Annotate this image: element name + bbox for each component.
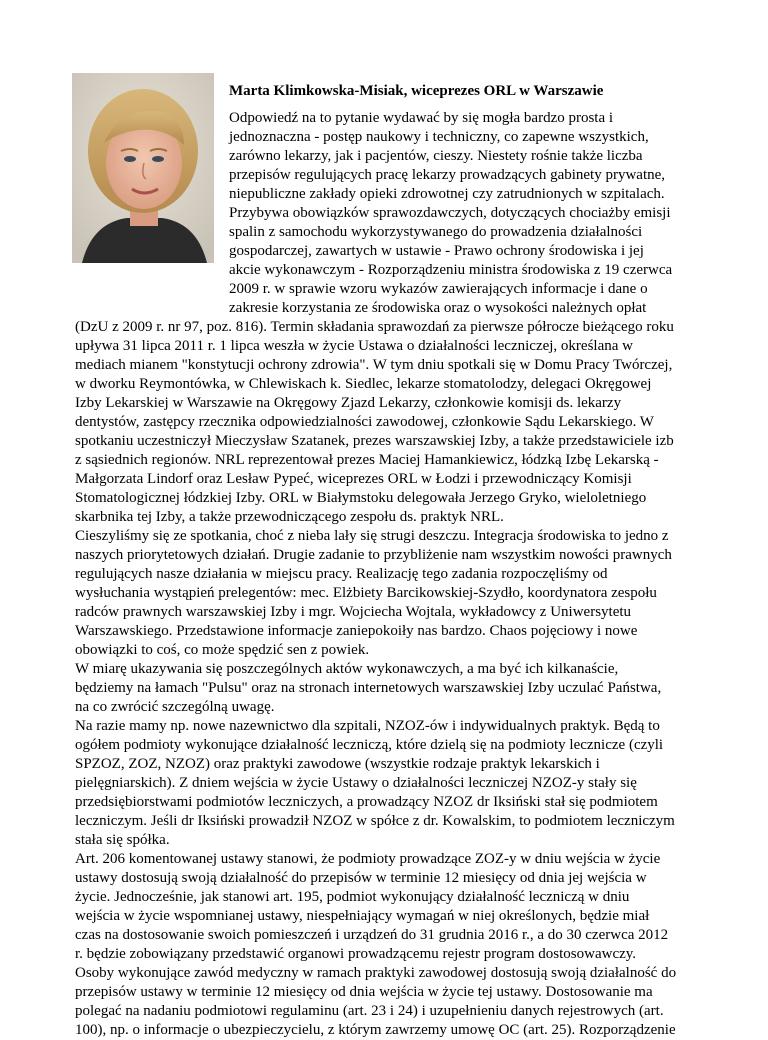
body-line: spalin z samochodu wykorzystywanego do prowadzenia działalności <box>229 224 643 240</box>
body-line: 2009 r. w sprawie wzoru wykazów zawierających informacje i dane o <box>229 281 648 297</box>
body-line: (DzU z 2009 r. nr 97, poz. 816). Termin składania sprawozdań za pierwsze półrocze bieżącego roku <box>75 319 674 335</box>
body-line: zarówno lekarzy, jak i pacjentów, cieszy. Niestety rośnie także liczba <box>229 148 643 164</box>
body-line: gospodarczej, zawartych w ustawie - Prawo ochrony środowiska i jej <box>229 243 644 259</box>
body-line: upływa 31 lipca 2011 r. 1 lipca weszła w życie Ustawa o działalności leczniczej, określana w <box>75 338 633 354</box>
body-line: przepisów ustawy w terminie 12 miesięcy od dnia wejścia w życie tej ustawy. Dostosowanie ma <box>75 984 653 1000</box>
body-line: Art. 206 komentowanej ustawy stanowi, że podmioty prowadzące ZOZ-y w dniu wejścia w życie <box>75 851 661 867</box>
body-line: na co zwrócić szczególną uwagę. <box>75 699 275 715</box>
body-line: regulujących nasze działania w miejscu pracy. Realizację tego zadania rozpoczęliśmy od <box>75 566 608 582</box>
body-line: przepisów regulujących pracę lekarzy prowadzących gabinety prywatne, <box>229 167 666 183</box>
body-line: wejścia w życie wspomnianej ustawy, niespełniający wymagań w niej określonych, będzie miał <box>75 908 650 924</box>
body-line: mediach mianem "konstytucji ochrony zdrowia". W tym dniu spotkali się w Domu Pracy Twórczej, <box>75 357 673 373</box>
body-line: Stomatologicznej łódzkiej Izby. ORL w Białymstoku delegowała Jerzego Gryko, wieloletniego <box>75 490 647 506</box>
body-line: stała się spółka. <box>75 832 170 848</box>
portrait-image <box>72 73 214 263</box>
body-line: dentystów, zastępcy rzecznika odpowiedzialności zawodowej, członkowie Sądu Lekarskiego. W <box>75 414 654 430</box>
body-line: z sąsiednich regionów. NRL reprezentował prezes Maciej Hamankiewicz, łódzką Izbę Lekarską - <box>75 452 659 468</box>
body-line: ogółem podmioty wykonujące działalność leczniczą, które dzielą się na podmioty lecznicze (czyli <box>75 737 664 753</box>
body-line: Odpowiedź na to pytanie wydawać by się mogła bardzo prosta i <box>229 110 614 126</box>
body-line: Cieszyliśmy się ze spotkania, choć z nieba lały się strugi deszczu. Integracja środowiska to jedno z <box>75 528 669 544</box>
body-line: ustawy dostosują swoją działalność do przepisów w terminie 12 miesięcy od dnia jej wejścia w <box>75 870 647 886</box>
body-line: będziemy na łamach "Pulsu" oraz na stronach internetowych warszawskiej Izby uczulać Państwa, <box>75 680 662 696</box>
body-line: Przybywa obowiązków sprawozdawczych, dotyczących chociażby emisji <box>229 205 671 221</box>
body-line: r. będzie zobowiązany przedstawić organowi prowadzącemu rejestr program dostosowawczy. <box>75 946 637 962</box>
body-line: skarbnika tej Izby, a także przewodniczącego zespołu ds. praktyk NRL. <box>75 509 504 525</box>
article-title: Marta Klimkowska-Misiak, wiceprezes ORL w Warszawie <box>229 83 604 99</box>
body-line: w dworku Reymontówka, w Chlewiskach k. Siedlec, lekarze stomatolodzy, delegaci Okręgowej <box>75 376 652 392</box>
body-line: akcie wykonawczym - Rozporządzeniu ministra środowiska z 19 czerwca <box>229 262 673 278</box>
body-line: naszych priorytetowych działań. Drugie zadanie to przybliżenie nam wszystkim nowości prawnych <box>75 547 672 563</box>
body-line: 100), np. o informacje o ubezpieczycielu, z którym zawrzemy umowę OC (art. 25). Rozporządzenie <box>75 1022 676 1038</box>
body-line: obowiązki to coś, co może spędzić sen z powiek. <box>75 642 370 658</box>
body-line: zakresie korzystania ze środowiska oraz o wysokości należnych opłat <box>229 300 647 316</box>
body-line: Izby Lekarskiej w Warszawie na Okręgowy Zjazd Lekarzy, członkowie komisji ds. lekarzy <box>75 395 622 411</box>
body-line: niepubliczne zakłady opieki zdrowotnej czy zatrudnionych w szpitalach. <box>229 186 665 202</box>
body-line: czas na dostosowanie swoich pomieszczeń i urządzeń do 31 grudnia 2016 r., a do 30 czerwca 2012 <box>75 927 669 943</box>
body-line: leczniczym. Jeśli dr Iksiński prowadził NZOZ w spółce z dr. Kowalskim, to podmiotem leczniczym <box>75 813 675 829</box>
body-line: jednoznaczna - postęp naukowy i techniczny, co zapewne wszystkich, <box>229 129 649 145</box>
body-line: Na razie mamy np. nowe nazewnictwo dla szpitali, NZOZ-ów i indywidualnych praktyk. Będą to <box>75 718 660 734</box>
body-line: przedsiębiorstwami podmiotów leczniczych, a prowadzący NZOZ dr Iksiński stał się podmiotem <box>75 794 658 810</box>
body-line: pielęgniarskich). Z dniem wejścia w życie Ustawy o działalności leczniczej NZOZ-y stały się <box>75 775 637 791</box>
body-line: polegać na nadaniu podmiotowi regulaminu (art. 23 i 24) i uzupełnieniu danych rejestrowych (art. <box>75 1003 664 1019</box>
body-line: życie. Jednocześnie, jak stanowi art. 195, podmiot wykonujący działalność leczniczą w dniu <box>75 889 630 905</box>
body-line: SPZOZ, ZOZ, NZOZ) oraz praktyki zawodowe (wszystkie rodzaje praktyk lekarskich i <box>75 756 600 772</box>
body-line: radców prawnych warszawskiej Izby i mgr. Wojciecha Wojtala, wykładowcy z Uniwersytetu <box>75 604 632 620</box>
body-line: spotkaniu uczestniczył Mieczysław Szatanek, prezes warszawskiej Izby, a także przedstawiciele izb <box>75 433 674 449</box>
body-line: W miarę ukazywania się poszczególnych aktów wykonawczych, a ma być ich kilkanaście, <box>75 661 619 677</box>
body-line: Warszawskiego. Przedstawione informacje zaniepokoiły nas bardzo. Chaos pojęciowy i nowe <box>75 623 638 639</box>
body-line: Małgorzata Lindorf oraz Lesław Pypeć, wiceprezes ORL w Łodzi i przewodniczący Komisji <box>75 471 632 487</box>
author-photo <box>72 73 214 263</box>
body-line: Osoby wykonujące zawód medyczny w ramach praktyki zawodowej dostosują swoją działalność do <box>75 965 677 981</box>
body-line: wysłuchania wystąpień prelegentów: mec. Elżbiety Barcikowskiej-Szydło, koordynatora zespołu <box>75 585 657 601</box>
